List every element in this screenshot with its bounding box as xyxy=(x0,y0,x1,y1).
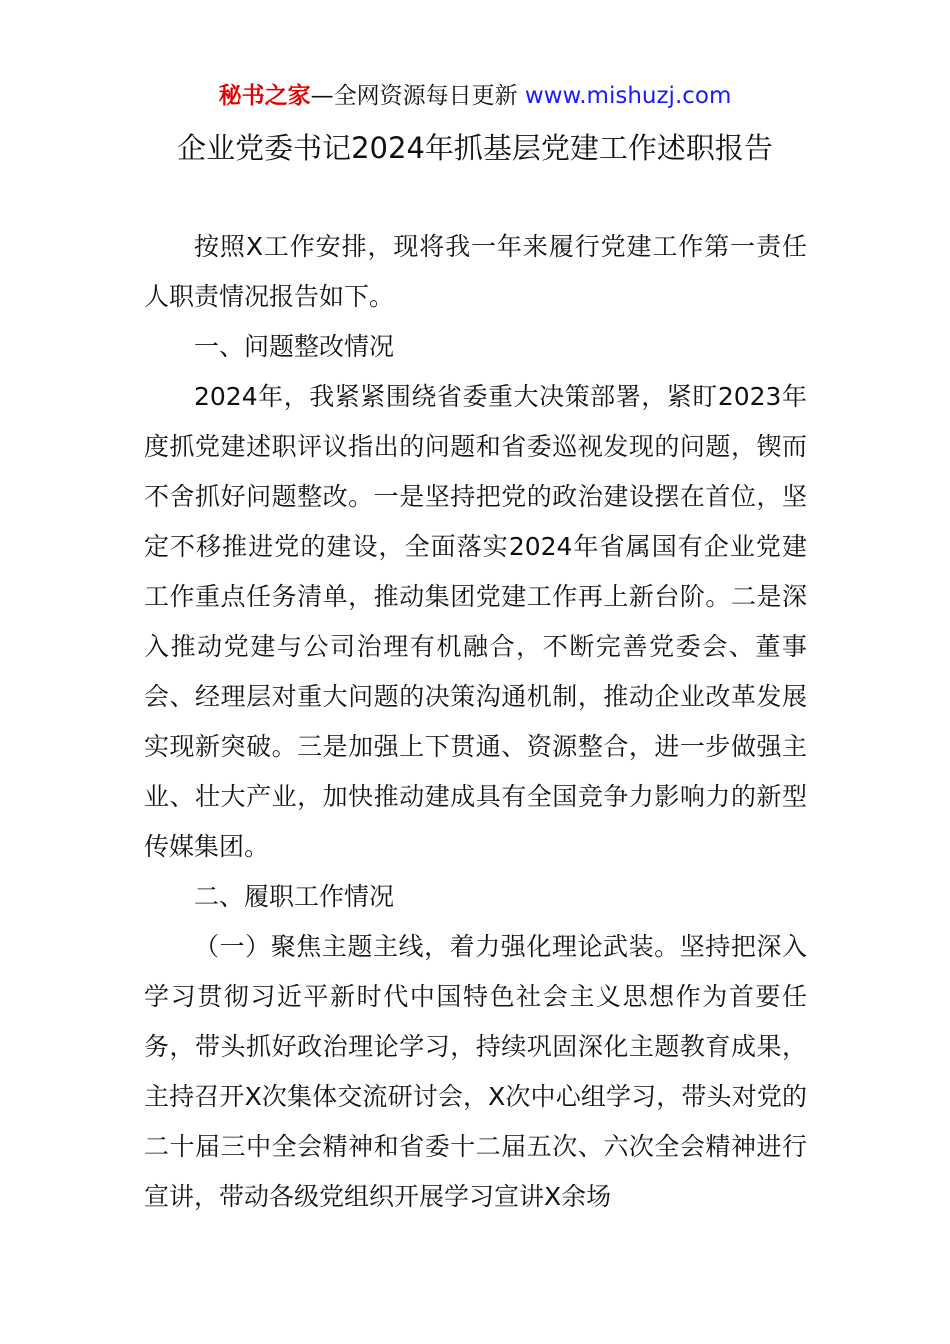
body-paragraph: （一）聚焦主题主线，着力强化理论武装。坚持把深入学习贯彻习近平新时代中国特色社会主义思想作为首要任务，带头抓好政治理论学习，持续巩固深化主题教育成果，主持召开X次集体交流研讨会，X次中心组学习，带头对党的二十届三中全会精神和省委十二届五次、六次全会精神进行宣讲，带动各级党组织开展学习宣讲X余场 xyxy=(144,932,807,1211)
header-tagline: —全网资源每日更新 xyxy=(310,83,518,109)
section-heading-1: 一、问题整改情况 xyxy=(194,332,395,361)
site-header xyxy=(0,80,950,112)
site-url-link[interactable]: www.mishuzj.com xyxy=(524,83,732,109)
body-paragraph: 2024年，我紧紧围绕省委重大决策部署，紧盯2023年度抓党建述职评议指出的问题和省委巡视发现的问题，锲而不舍抓好问题整改。一是坚持把党的政治建设摆在首位，坚定不移推进党的建设，全面落实2024年省属国有企业党建工作重点任务清单，推动集团党建工作再上新台阶。二是深入推动党建与公司治理有机融合，不断完善党委会、董事会、经理层对重大问题的决策沟通机制，推动企业改革发展实现新突破。三是加强上下贯通、资源整合，进一步做强主业、壮大产业，加快推动建成具有全国竞争力影响力的新型传媒集团。 xyxy=(144,382,807,861)
document-body xyxy=(144,222,807,1222)
document-title: 企业党委书记2024年抓基层党建工作述职报告 xyxy=(177,131,773,165)
section-heading-2: 二、履职工作情况 xyxy=(194,882,395,911)
brand-name: 秘书之家 xyxy=(218,83,311,109)
intro-paragraph: 按照X工作安排，现将我一年来履行党建工作第一责任人职责情况报告如下。 xyxy=(144,232,807,311)
